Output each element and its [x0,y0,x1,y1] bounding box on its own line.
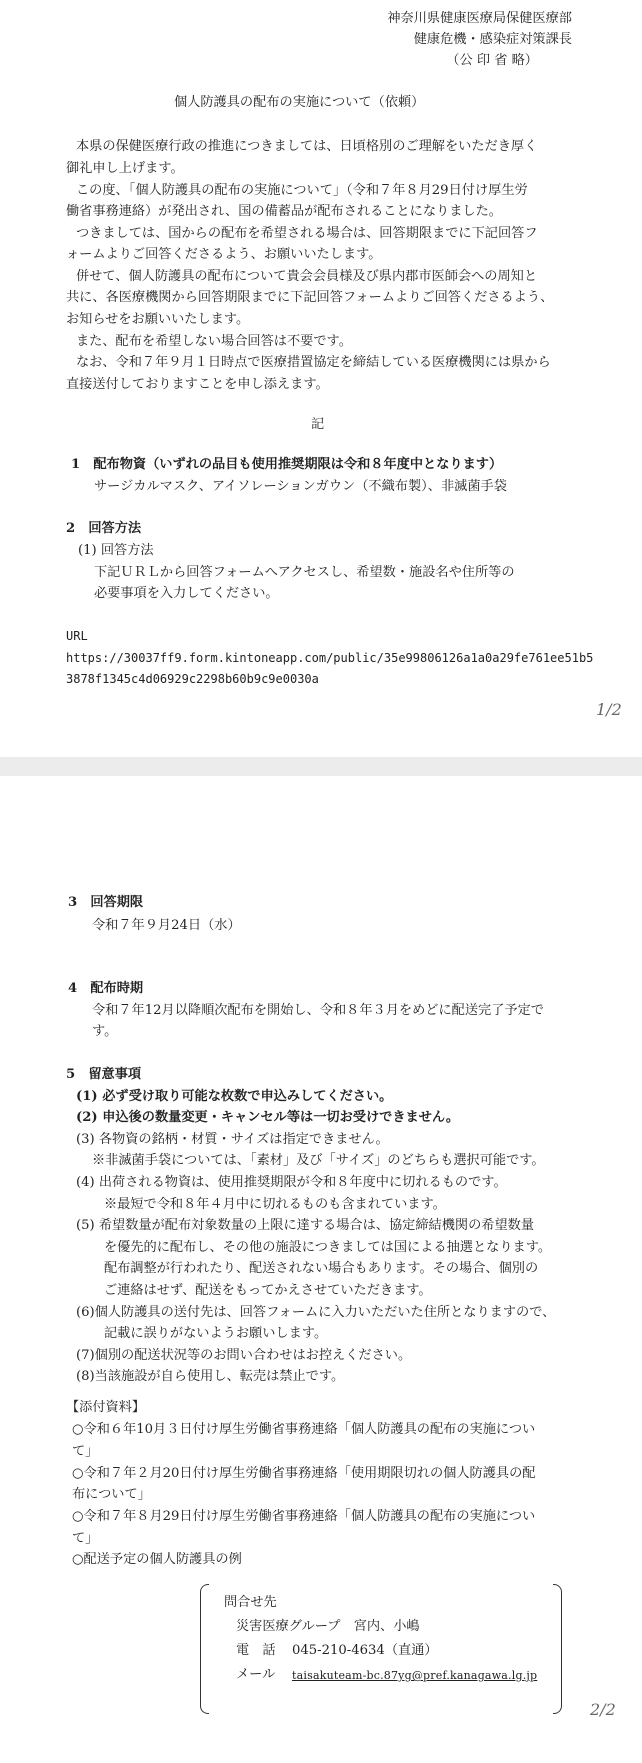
notice-line: (7)個別の配送状況等のお問い合わせはお控えください。 [76,1348,412,1363]
notice-line: (5) 希望数量が配布対象数量の上限に達する場合は、協定締結機関の希望数量 [76,1218,535,1233]
body-line: 本県の保健医療行政の推進につきましては、日頃格別のご理解をいただき厚く [76,139,538,154]
notice-line: 配布調整が行われたり、配送されない場合もあります。その場合、個別の [104,1261,539,1276]
body-line: 直接送付しておりますことを申し添えます。 [66,377,329,392]
attachment-line: ○令和７年８月29日付け厚生労働省事務連絡「個人防護具の配布の実施につい [72,1509,536,1524]
notice-line: (8)当該施設が自ら使用し、転売は禁止です。 [76,1369,345,1384]
section-2-subheading: (1) 回答方法 [78,543,154,558]
document-page-2 [0,776,642,1763]
ki-marker: 記 [311,417,325,432]
body-line: また、配布を希望しない場合回答は不要です。 [76,334,352,349]
section-1-items: サージカルマスク、アイソレーションガウン（不織布製）、非滅菌手袋 [94,479,507,494]
section-3-text: 令和７年９月24日（水） [92,918,241,933]
contact-bracket-left [200,1584,209,1714]
notice-line: (2) 申込後の数量変更・キャンセル等は一切お受けできません。 [76,1110,460,1125]
attachment-line: て」 [72,1444,99,1459]
url-link-line-1[interactable]: https://30037ff9.form.kintoneapp.com/public/35e99806126a1a0a29fe761ee51b5 [66,651,594,665]
sender-title: 健康危機・感染症対策課長 [413,32,572,47]
contact-heading: 問合せ先 [224,1595,277,1610]
notice-line: ※最短で令和８年４月中に切れるものも含まれています。 [104,1197,446,1212]
contact-mail-label: メール [236,1667,276,1682]
section-2-text: 必要事項を入力してください。 [94,586,279,601]
body-line: お知らせをお願いいたします。 [66,312,250,327]
seal-omitted: （公 印 省 略） [446,53,538,68]
attachment-line: ○令和７年２月20日付け厚生労働省事務連絡「使用期限切れの個人防護具の配 [72,1466,536,1481]
section-4-text: 令和７年12月以降順次配布を開始し、令和８年３月をめどに配送完了予定で [92,1003,544,1018]
sender-department: 神奈川県健康医療局保健医療部 [387,11,572,26]
notice-line: ご連絡はせず、配送をもってかえさせていただきます。 [104,1283,432,1298]
notice-line: (1) 必ず受け取り可能な枚数で申込みしてください。 [76,1089,393,1104]
notice-line: ※非滅菌手袋については、「素材」及び「サイズ」のどちらも選択可能です。 [92,1153,545,1168]
body-line: 併せて、個人防護具の配布について貴会会員様及び県内郡市医師会への周知と [76,269,538,284]
section-3-heading: 3 回答期限 [68,895,144,910]
notice-line: (3) 各物資の銘柄・材質・サイズは指定できません。 [76,1132,389,1147]
contact-tel: 045-210-4634（直通） [292,1643,438,1658]
section-5-heading: 5 留意事項 [66,1067,142,1082]
document-title: 個人防護具の配布の実施について（依頼） [174,95,425,110]
body-line: 共に、各医療機関から回答期限までに下記回答フォームよりご回答くださるよう、 [66,290,554,305]
notice-line: (6)個人防護具の送付先は、回答フォームに入力いただいた住所となりますので、 [76,1305,556,1320]
section-1-heading: 1 配布物資（いずれの品目も使用推奨期限は令和８年度中となります） [71,457,503,472]
notice-line: 記載に誤りがないようお願いします。 [104,1326,328,1341]
section-4-text: す。 [92,1024,118,1039]
contact-box [200,1584,562,1712]
section-4-heading: 4 配布時期 [68,981,144,996]
attachment-line: 布について」 [72,1487,151,1502]
body-line: つきましては、国からの配布を希望される場合は、回答期限までに下記回答フ [76,226,538,241]
body-line: ォームよりご回答くださるよう、お願いいたします。 [66,247,382,262]
body-line: なお、令和７年９月１日時点で医療措置協定を締結している医療機関には県から [76,355,551,370]
body-line: 働省事務連絡）が発出され、国の備蓄品が配布されることになりました。 [66,204,502,219]
url-label: URL [66,629,88,643]
page-number: 1/2 [596,700,622,719]
contact-tel-label: 電 話 [236,1643,276,1658]
contact-bracket-right [553,1584,562,1714]
attachment-line: ○配送予定の個人防護具の例 [72,1552,242,1567]
notice-line: (4) 出荷される物資は、使用推奨期限が令和８年度中に切れるものです。 [76,1175,507,1190]
contact-email-link[interactable]: taisakuteam-bc.87yg@pref.kanagawa.lg.jp [292,1669,538,1682]
attachment-line: ○令和６年10月３日付け厚生労働省事務連絡「個人防護具の配布の実施につい [72,1422,536,1437]
attachments-heading: 【添付資料】 [66,1400,146,1415]
attachment-line: て」 [72,1531,99,1546]
notice-line: を優先的に配布し、その他の施設につきましては国による抽選となります。 [104,1240,552,1255]
url-link-line-2[interactable]: 3878f1345c4d06929c2298b60b9c9e0030a [66,672,319,686]
body-line: この度、「個人防護具の配布の実施について」（令和７年８月29日付け厚生労 [76,183,528,198]
section-2-text: 下記ＵＲＬから回答フォームへアクセスし、希望数・施設名や住所等の [94,565,515,580]
contact-group: 災害医療グループ 宮内、小嶋 [236,1619,420,1634]
document-page-1 [0,0,642,757]
page-number: 2/2 [590,1700,616,1719]
section-2-heading: 2 回答方法 [66,521,142,536]
body-line: 御礼申し上げます。 [66,161,184,176]
